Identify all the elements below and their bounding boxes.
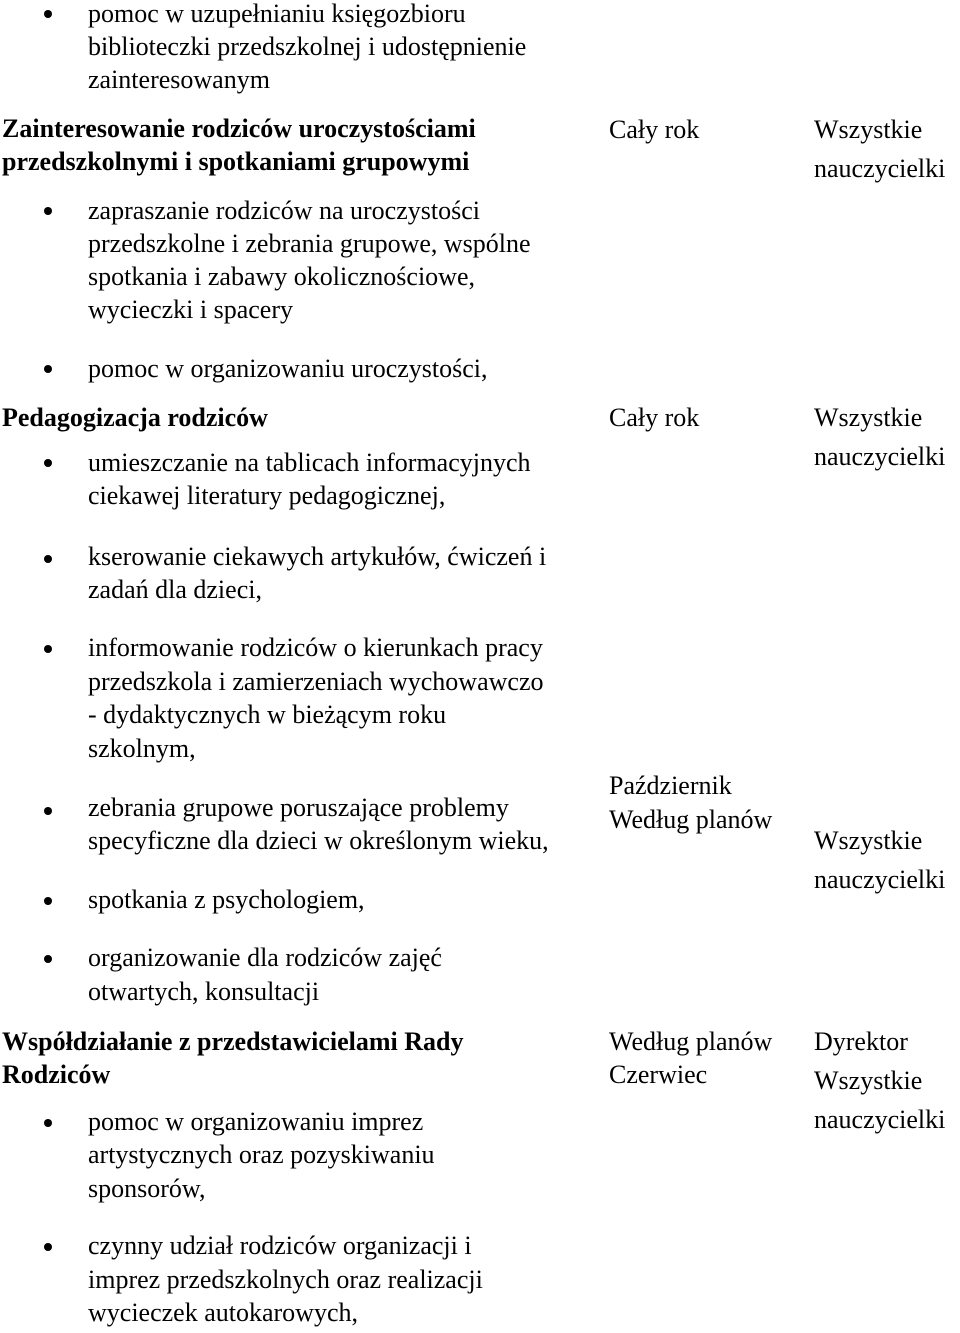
bullet-icon	[44, 1119, 52, 1127]
section-title-line-1: Współdziałanie z przedstawicielami Rady	[2, 1027, 464, 1056]
bullet-icon	[44, 10, 52, 18]
list-item-line: imprez przedszkolnych oraz realizacji	[88, 1265, 483, 1294]
list-item-line: pomoc w organizowaniu uroczystości,	[88, 354, 488, 383]
list-item-line: wycieczki i spacery	[88, 295, 294, 324]
list-item-line: spotkania z psychologiem,	[88, 885, 365, 914]
list-item-line: wycieczek autokarowych,	[88, 1298, 358, 1327]
list-item-line: zebrania grupowe poruszające problemy	[88, 793, 509, 822]
term-cell: Cały rok	[609, 403, 700, 432]
intro-item-line-2: biblioteczki przedszkolnej i udostępnienie	[88, 32, 527, 61]
bullet-icon	[44, 807, 52, 815]
section-title-line-1: Zainteresowanie rodziców uroczystościami	[2, 114, 476, 143]
list-item-line: spotkania i zabawy okolicznościowe,	[88, 262, 475, 291]
list-item-line: artystycznych oraz pozyskiwaniu	[88, 1140, 435, 1169]
term-lower-line-2: Według planów	[609, 805, 773, 834]
responsible-line-1: Wszystkie	[814, 403, 923, 432]
term-cell: Cały rok	[609, 115, 700, 144]
list-item-line: organizowanie dla rodziców zajęć	[88, 943, 442, 972]
bullet-icon	[44, 555, 52, 563]
responsible-lower-line-1: Wszystkie	[814, 826, 923, 855]
list-item-line: kserowanie ciekawych artykułów, ćwiczeń i	[88, 542, 547, 571]
intro-item-line-3: zainteresowanym	[88, 65, 270, 94]
list-item-line: sponsorów,	[88, 1174, 206, 1203]
responsible-line-2: Wszystkie	[814, 1066, 923, 1095]
list-item-line: specyficzne dla dzieci w określonym wieku,	[88, 826, 549, 855]
term-line-2: Czerwiec	[609, 1060, 708, 1089]
bullet-icon	[44, 897, 52, 905]
list-item-line: szkolnym,	[88, 734, 196, 763]
responsible-line-3: nauczycielki	[814, 1105, 946, 1134]
section-title: Pedagogizacja rodziców	[2, 403, 268, 432]
section-title-line-2: przedszkolnymi i spotkaniami grupowymi	[2, 147, 470, 176]
list-item-line: otwartych, konsultacji	[88, 977, 320, 1006]
bullet-icon	[44, 645, 52, 653]
list-item-line: zapraszanie rodziców na uroczystości	[88, 196, 480, 225]
list-item-line: czynny udział rodziców organizacji i	[88, 1231, 472, 1260]
responsible-line-2: nauczycielki	[814, 154, 946, 183]
list-item-line: zadań dla dzieci,	[88, 575, 262, 604]
term-lower-line-1: Październik	[609, 771, 732, 800]
responsible-lower-line-2: nauczycielki	[814, 865, 946, 894]
responsible-line-2: nauczycielki	[814, 442, 946, 471]
list-item-line: pomoc w organizowaniu imprez	[88, 1107, 424, 1136]
list-item-line: przedszkola i zamierzeniach wychowawczo	[88, 667, 544, 696]
responsible-line-1: Dyrektor	[814, 1027, 908, 1056]
list-item-line: umieszczanie na tablicach informacyjnych	[88, 448, 531, 477]
term-line-1: Według planów	[609, 1027, 773, 1056]
bullet-icon	[44, 1243, 52, 1251]
bullet-icon	[44, 459, 52, 467]
intro-item-line-1: pomoc w uzupełnianiu księgozbioru	[88, 0, 466, 28]
list-item-line: - dydaktycznych w bieżącym roku	[88, 700, 447, 729]
section-title-line-2: Rodziców	[2, 1060, 111, 1089]
bullet-icon	[44, 207, 52, 215]
bullet-icon	[44, 955, 52, 963]
list-item-line: przedszkolne i zebrania grupowe, wspólne	[88, 229, 531, 258]
bullet-icon	[44, 365, 52, 373]
list-item-line: ciekawej literatury pedagogicznej,	[88, 481, 446, 510]
responsible-line-1: Wszystkie	[814, 115, 923, 144]
list-item-line: informowanie rodziców o kierunkach pracy	[88, 633, 543, 662]
